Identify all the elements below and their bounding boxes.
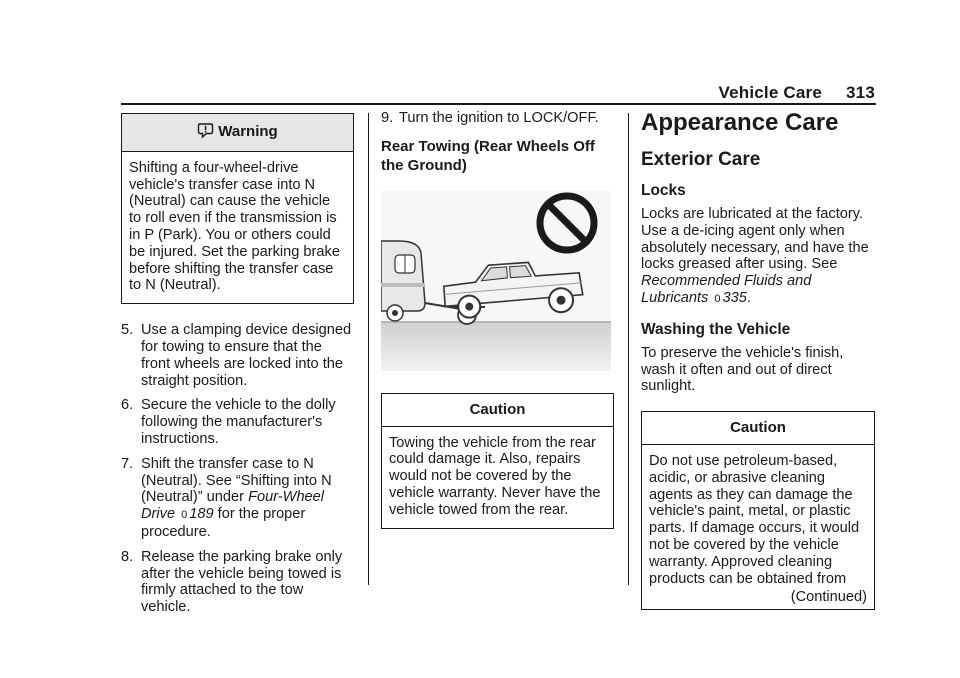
- rear-towing-heading: Rear Towing (Rear Wheels Off the Ground): [381, 137, 595, 174]
- step-6: [121, 397, 354, 447]
- step-5: [121, 322, 354, 389]
- steps-list-continued: [381, 110, 614, 127]
- page-ref-arrow-icon: 0: [714, 292, 721, 305]
- page-ref-335[interactable]: 335: [722, 289, 747, 306]
- locks-text: Locks are lubricated at the factory. Use a de-icing agent only when absolutely necessary, and have the locks greased after using. See: [641, 206, 869, 273]
- washing-heading: Washing the Vehicle: [641, 320, 791, 338]
- warning-title: Warning: [218, 123, 278, 140]
- column-2: [381, 110, 614, 529]
- exterior-care-heading: Exterior Care: [641, 149, 761, 170]
- page-header: [580, 83, 875, 103]
- section-title: Vehicle Care: [718, 83, 823, 102]
- caution-body: [642, 445, 874, 609]
- locks-heading: Locks: [641, 182, 686, 199]
- caution-text: Towing the vehicle from the rear could damage it. Also, repairs would not be covered by the vehicle warranty. Never have the vehicle towed from the rear.: [389, 434, 601, 518]
- page-ref-189[interactable]: 189: [189, 506, 214, 523]
- page-ref-arrow-icon: 0: [181, 509, 188, 522]
- warning-text: Shifting a four-wheel-drive vehicle's transfer case into N (Neutral) can cause the vehicle to roll even if the transmission is in P (Park). You or others could be injured. Set the parking brake before shifting the transfer case to N (Neutral).: [129, 159, 340, 294]
- step-text: Turn the ignition to LOCK/OFF.: [399, 110, 599, 126]
- continued-label: (Continued): [790, 589, 867, 606]
- step-7: [121, 456, 354, 541]
- washing-paragraph: To preserve the vehicle's finish, wash it often and out of direct sunlight.: [641, 344, 844, 395]
- rear-towing-caution-box: [381, 393, 614, 529]
- page-number: 313: [846, 83, 875, 102]
- towing-illustration: [381, 191, 611, 371]
- step-number: 7.: [121, 455, 134, 472]
- warning-icon: [197, 122, 214, 144]
- step-number: 9.: [381, 110, 394, 126]
- step-number: 8.: [121, 548, 134, 565]
- towed-truck-illustration: [381, 191, 611, 371]
- step-text-post: for the proper procedure.: [141, 506, 306, 540]
- recommended-fluids-link[interactable]: Recommended Fluids and Lubricants: [641, 273, 812, 306]
- step-number: 6.: [121, 397, 134, 414]
- locks-text-end: .: [746, 289, 751, 306]
- step-8: [121, 549, 354, 616]
- caution-text: Do not use petroleum-based, acidic, or abrasive cleaning agents as they can damage the vehicle's paint, metal, or plastic parts. If damage occurs, it would not be covered by the vehicle warranty. Approved cleaning products can be obtained from: [649, 452, 860, 587]
- column-divider-2: [628, 113, 629, 585]
- caution-header: Caution: [642, 412, 874, 445]
- step-text-pre: Shift the transfer case to N (Neutral). See “Shifting into N (Neutral)” under: [141, 455, 332, 506]
- header-rule: [121, 103, 876, 105]
- warning-box: [121, 113, 354, 304]
- column-1: [121, 113, 354, 624]
- washing-caution-box: [641, 411, 875, 610]
- step-number: 5.: [121, 322, 134, 339]
- step-text: Release the parking brake only after the vehicle being towed is firmly attached to the tow vehicle.: [141, 548, 343, 616]
- column-divider-1: [368, 113, 369, 585]
- prohibited-icon: [540, 196, 594, 250]
- locks-paragraph: [641, 206, 875, 308]
- caution-header: Caution: [382, 394, 613, 427]
- step-text: Use a clamping device designed for towing to ensure that the front wheels are locked into the straight position.: [141, 322, 352, 389]
- step-text: Secure the vehicle to the dolly following the manufacturer's instructions.: [141, 397, 336, 447]
- steps-list: [121, 322, 354, 616]
- step-9: [381, 110, 614, 127]
- appearance-care-title: Appearance Care: [641, 109, 839, 136]
- warning-header: [122, 114, 353, 152]
- column-3: [641, 109, 875, 610]
- four-wheel-drive-link[interactable]: Four-Wheel Drive: [141, 489, 325, 523]
